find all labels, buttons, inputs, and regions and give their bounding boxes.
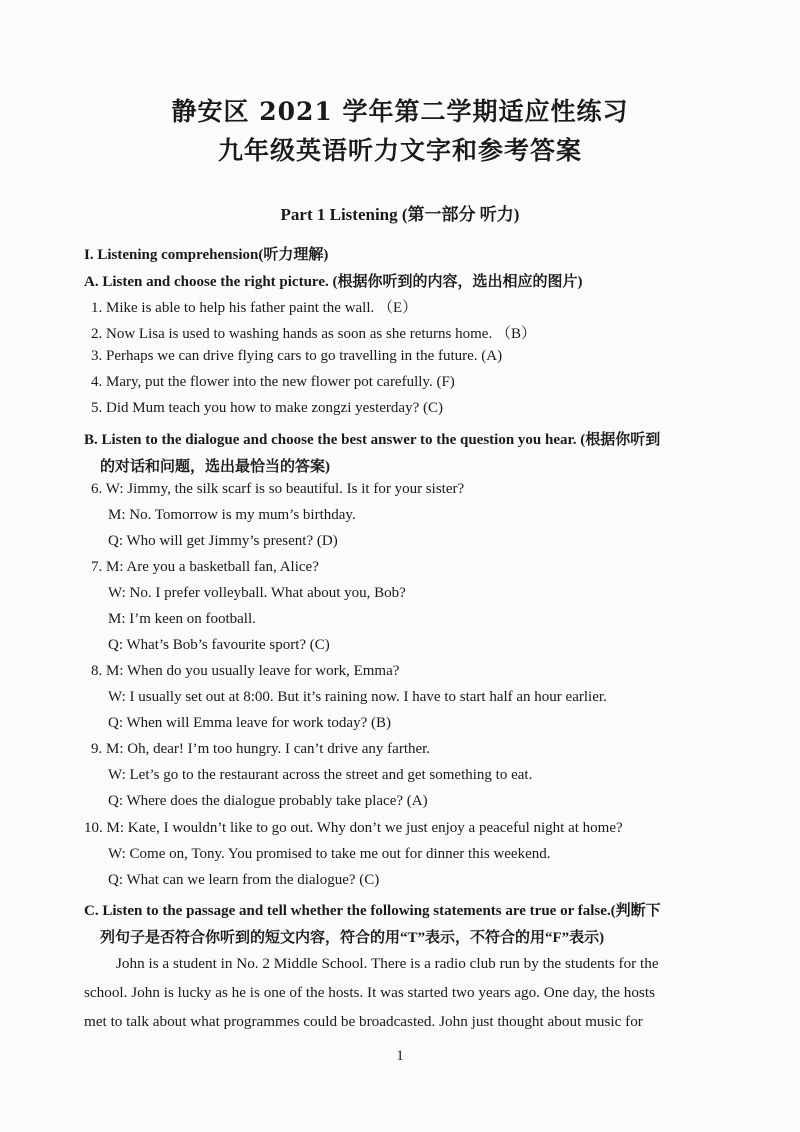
dialogue-line: M: I’m keen on football. [108, 611, 256, 627]
dialogue-line: Q: When will Emma leave for work today? (B) [108, 715, 391, 731]
document-subtitle: 九年级英语听力文字和参考答案 [217, 136, 582, 165]
dialogue-line: M: No. Tomorrow is my mum’s birthday. [108, 507, 356, 523]
dialogue-line: 8. M: When do you usually leave for work, Emma? [91, 663, 400, 679]
passage-line: John is a student in No. 2 Middle School. There is a radio club run by the students for the [116, 955, 659, 972]
passage-line: met to talk about what programmes could be broadcasted. John just thought about music for [84, 1013, 643, 1030]
dialogue-line: Q: Who will get Jimmy’s present? (D) [108, 533, 338, 549]
section-heading-B: B. Listen to the dialogue and choose the best answer to the question you hear. (根据你听到 [84, 432, 661, 448]
page-number: 1 [396, 1048, 404, 1064]
dialogue-line: W: No. I prefer volleyball. What about you, Bob? [108, 585, 406, 601]
dialogue-line: 10. M: Kate, I wouldn’t like to go out. Why don’t we just enjoy a peaceful night at home? [84, 820, 623, 836]
part-heading: Part 1 Listening (第一部分 听力) [280, 205, 520, 224]
dialogue-line: Q: Where does the dialogue probably take place? (A) [108, 793, 428, 809]
section-heading-I: I. Listening comprehension(听力理解) [84, 247, 329, 263]
document-title: 静安区 2021 学年第二学期适应性练习 [171, 97, 629, 126]
question-item: 5. Did Mum teach you how to make zongzi yesterday? (C) [91, 400, 443, 416]
dialogue-line: 6. W: Jimmy, the silk scarf is so beautiful. Is it for your sister? [91, 481, 465, 497]
question-item: 1. Mike is able to help his father paint the wall. （E） [91, 300, 418, 316]
dialogue-line: 9. M: Oh, dear! I’m too hungry. I can’t drive any farther. [91, 741, 431, 757]
question-item: 4. Mary, put the flower into the new flower pot carefully. (F) [91, 374, 455, 390]
dialogue-line: 7. M: Are you a basketball fan, Alice? [91, 559, 319, 575]
dialogue-line: W: Let’s go to the restaurant across the street and get something to eat. [108, 767, 533, 783]
dialogue-line: W: I usually set out at 8:00. But it’s raining now. I have to start half an hour earlier. [108, 689, 607, 705]
dialogue-line: Q: What’s Bob’s favourite sport? (C) [108, 637, 330, 653]
question-item: 3. Perhaps we can drive flying cars to go travelling in the future. (A) [91, 348, 503, 364]
section-heading-C-cont: 列句子是否符合你听到的短文内容，符合的用“T”表示，不符合的用“F”表示) [100, 930, 605, 946]
dialogue-line: Q: What can we learn from the dialogue? (C) [108, 872, 380, 888]
section-heading-C: C. Listen to the passage and tell whether the following statements are true or false.(判断下 [84, 903, 661, 919]
section-heading-A: A. Listen and choose the right picture. (根据你听到的内容，选出相应的图片) [84, 274, 583, 290]
section-heading-B-cont: 的对话和问题，选出最恰当的答案) [100, 459, 330, 475]
passage-line: school. John is lucky as he is one of the hosts. It was started two years ago. One day, the hosts [84, 984, 655, 1001]
dialogue-line: W: Come on, Tony. You promised to take me out for dinner this weekend. [108, 846, 551, 862]
question-item: 2. Now Lisa is used to washing hands as soon as she returns home. （B） [91, 326, 536, 342]
